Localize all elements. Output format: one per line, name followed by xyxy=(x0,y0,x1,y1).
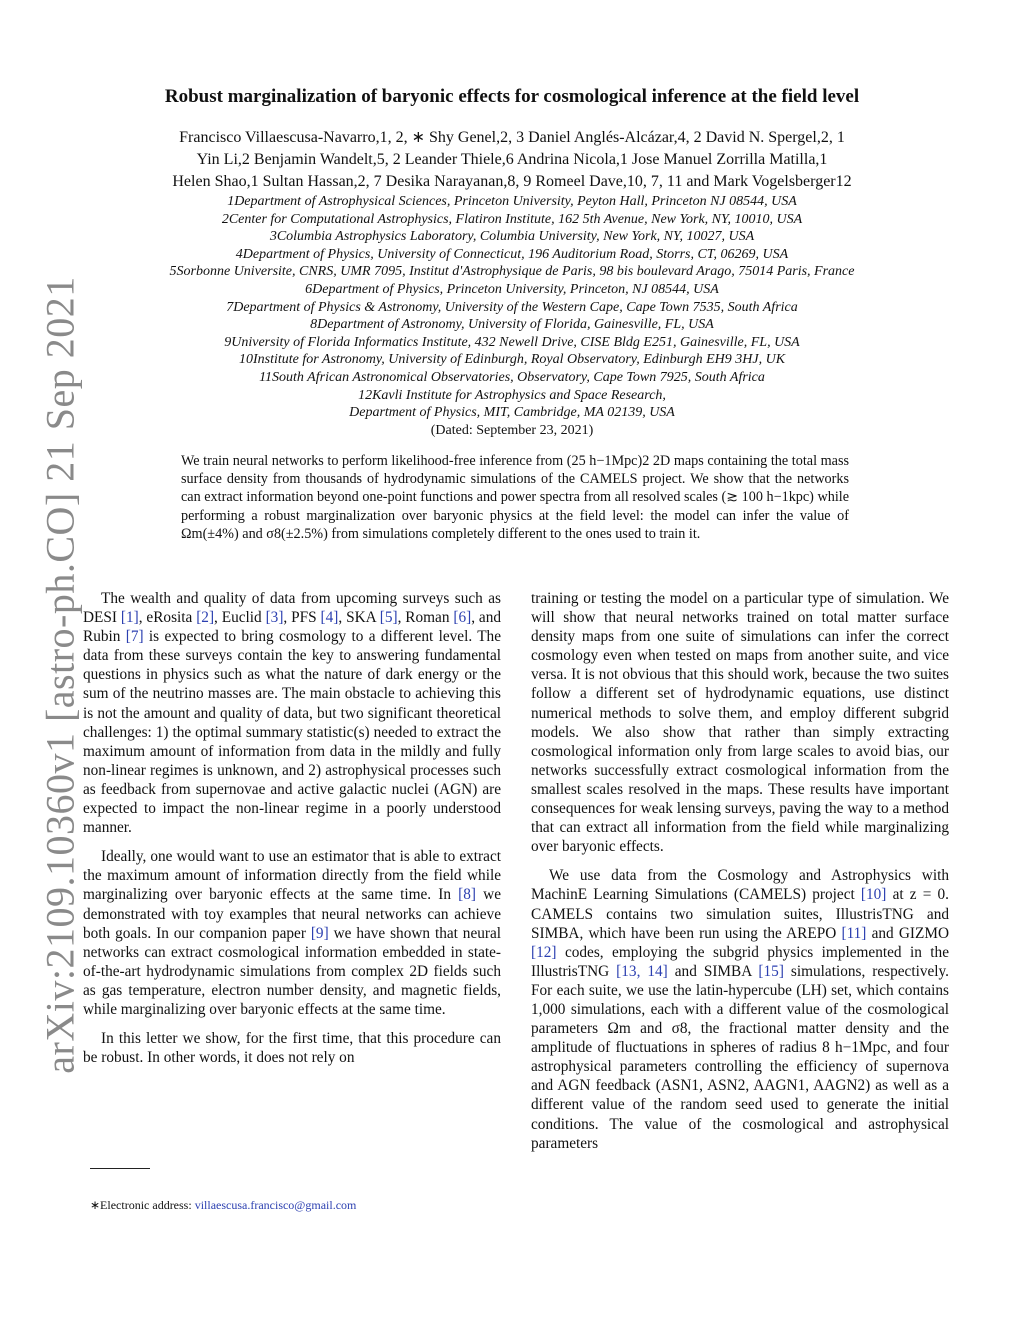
footnote xyxy=(90,1198,510,1213)
text-run: training or testing the model on a particular type of simulation. We will show that neural networks trained on total matter surface density maps from one suite of simulations can infer the correct cosmology even when tested on maps from another suite, and vice versa. It is not obvious that this should work, because the two suites follow a different set of hydrodynamic equations, use distinct numerical methods to solve them, and employ different subgrid models. We also show that rather than simply extracting cosmological information only from large scales to avoid bias, our networks successfully extract cosmological information from the smallest scales resolved in the maps. These results have important consequences for weak lensing surveys, paving the way to a method that can extract all information from the field while marginalizing over baryonic effects. xyxy=(531,590,949,856)
text-run: we have shown that neural networks can extract cosmological information embedded in state-of-the-art hydrodynamic simulations from complex 2D fields such as gas temperature, electron number density, and magnetic fields, while marginalizing over baryonic effects at the same time. xyxy=(83,924,502,1018)
text-run: simulations, respectively. For each suite, we use the latin-hypercube (LH) set, which contains 1,000 simulations, each with a different value of the cosmological parameters Ωm and σ8, the fractional matter density and the amplitude of fluctuations in spheres of radius 8 h−1Mpc, and four astrophysical parameters controlling the efficiency of supernova and AGN feedback (ASN1, ASN2, AAGN1, AAGN2) as well as a different value of the random seed used to generate the initial conditions. The value of the cosmological and astrophysical parameters xyxy=(531,962,949,1152)
text-run: and GIZMO xyxy=(866,924,949,942)
author-list xyxy=(60,127,964,193)
affiliation-line: 11South African Astronomical Observatories, Observatory, Cape Town 7925, South Africa xyxy=(259,369,765,385)
affiliation-line: 7Department of Physics & Astronomy, University of the Western Cape, Cape Town 7535, South Africa xyxy=(226,299,798,315)
text-run: is expected to bring cosmology to a different level. The data from these surveys contain the key to answering fundamental questions in physics such as what the nature of dark energy or the sum of the neutrino masses are. The main obstacle to achieving this is not the amount and quality of data, but two significant theoretical challenges: 1) the optimal summary statistic(s) needed to extract the maximum amount of information from data in the mildly and fully non-linear regimes is unknown, and 2) astrophysical processes such as feedback from supernovae and active galactic nuclei (AGN) are expected to impact the non-linear regime in a poorly understood manner. xyxy=(83,628,501,837)
text-run: We use data from the Cosmology and Astrophysics with MachinE Learning Simulations (CAMELS) project xyxy=(531,867,949,904)
citation-link[interactable]: [15] xyxy=(758,962,784,980)
paragraph xyxy=(83,847,501,1019)
affiliation-line: 9University of Florida Informatics Institute, 432 Newell Drive, CISE Bldg E251, Gainesville, FL, USA xyxy=(224,334,800,350)
paragraph xyxy=(83,589,501,837)
right-column xyxy=(531,589,949,1163)
affiliation-line: 1Department of Astrophysical Sciences, Princeton University, Peyton Hall, Princeton NJ 08544, USA xyxy=(227,194,797,209)
author-line: Yin Li,2 Benjamin Wandelt,5, 2 Leander Thiele,6 Andrina Nicola,1 Jose Manuel Zorrilla Matilla,1 xyxy=(196,151,828,168)
email-link[interactable]: villaescusa.francisco@gmail.com xyxy=(194,1198,357,1212)
left-column xyxy=(83,589,501,1077)
affiliation-line: 6Department of Physics, Princeton University, Princeton, NJ 08544, USA xyxy=(305,281,719,297)
affiliation-line: 10Institute for Astronomy, University of Edinburgh, Royal Observatory, Edinburgh EH9 3HJ, UK xyxy=(238,352,786,368)
paragraph xyxy=(531,866,949,1152)
text-run: we demonstrated with toy examples that neural networks can achieve both goals. In our companion paper xyxy=(83,886,501,942)
affiliation-list xyxy=(80,193,944,439)
text-run: In this letter we show, for the first time, that this procedure can be robust. In other words, it does not rely on xyxy=(83,1030,501,1067)
arxiv-identifier[interactable] xyxy=(37,276,83,1074)
arxiv-identifier-text: arXiv:2109.10360v1 [astro-ph.CO] 21 Sep 2021 xyxy=(37,276,83,1074)
text-run: , Roman xyxy=(397,609,454,627)
citation-link[interactable]: [12] xyxy=(531,943,557,961)
text-run: The wealth and quality of data from upcoming surveys such as DESI xyxy=(83,590,501,627)
text-run: Ideally, one would want to use an estimator that is able to extract the maximum amount of information directly from the field while marginalizing over baryonic effects at the same time. In xyxy=(83,848,501,904)
footnote-rule xyxy=(90,1168,150,1169)
citation-link[interactable]: [7] xyxy=(125,628,144,646)
text-run: , PFS xyxy=(283,609,321,627)
text-run: , eRosita xyxy=(138,609,197,627)
affiliation-line: 4Department of Physics, University of Connecticut, 196 Auditorium Road, Storrs, CT, 06269, USA xyxy=(235,246,789,262)
citation-link[interactable]: [11] xyxy=(841,924,867,942)
text-run: , SKA xyxy=(338,609,380,627)
affiliation-line: 12Kavli Institute for Astrophysics and Space Research, xyxy=(358,387,666,403)
paragraph xyxy=(531,589,949,856)
citation-link[interactable]: [10] xyxy=(860,886,887,904)
affiliation-line: 8Department of Astronomy, University of Florida, Gainesville, FL, USA xyxy=(310,317,714,333)
citation-link[interactable]: [4] xyxy=(320,609,339,627)
affiliation-line: 3Columbia Astrophysics Laboratory, Columbia University, New York, NY, 10027, USA xyxy=(269,229,755,245)
text-run: codes, employing the subgrid physics implemented in the IllustrisTNG xyxy=(531,943,949,980)
citation-link[interactable]: [5] xyxy=(379,609,398,627)
citation-link[interactable]: [1] xyxy=(120,609,139,627)
paper-title: Robust marginalization of baryonic effects for cosmological inference at the field level xyxy=(164,86,860,107)
citation-link[interactable]: [2] xyxy=(196,609,215,627)
text-run: , and Rubin xyxy=(83,609,502,646)
affiliation-line: 2Center for Computational Astrophysics, Flatiron Institute, 162 5th Avenue, New York, NY, 10010, USA xyxy=(221,211,803,227)
text-run: and SIMBA xyxy=(667,962,759,980)
dated-line: (Dated: September 23, 2021) xyxy=(430,422,594,438)
citation-link[interactable]: [6] xyxy=(453,609,472,627)
paragraph xyxy=(83,1029,501,1067)
author-line: Francisco Villaescusa-Navarro,1, 2, ∗ Shy Genel,2, 3 Daniel Anglés-Alcázar,4, 2 David N. Spergel,2, 1 xyxy=(179,129,845,146)
citation-link[interactable]: [13, 14] xyxy=(616,962,668,980)
footnote-label: ∗Electronic address: xyxy=(90,1198,195,1212)
citation-link[interactable]: [3] xyxy=(265,609,284,627)
citation-link[interactable]: [9] xyxy=(310,924,329,942)
text-run: , Euclid xyxy=(214,609,266,627)
affiliation-line: 5Sorbonne Universite, CNRS, UMR 7095, Institut d'Astrophysique de Paris, 98 bis boulevard Arago, 75014 Paris, France xyxy=(169,264,855,280)
abstract: We train neural networks to perform likelihood-free inference from (25 h−1Mpc)2 2D maps containing the total mass surface density from thousands of hydrodynamic simulations of the CAMELS project. We show that the networks can extract information beyond one-point functions and power spectra from all resolved scales (≳ 100 h−1kpc) while performing a robust marginalization over baryonic physics at the field level: the model can infer the value of Ωm(±4%) and σ8(±2.5%) from simulations completely different to the ones used to train it. xyxy=(181,453,849,542)
affiliation-line: Department of Physics, MIT, Cambridge, MA 02139, USA xyxy=(349,405,675,421)
author-line: Helen Shao,1 Sultan Hassan,2, 7 Desika Narayanan,8, 9 Romeel Dave,10, 7, 11 and Mark Vogelsberger12 xyxy=(172,173,852,190)
citation-link[interactable]: [8] xyxy=(458,886,476,904)
text-run: at z = 0. CAMELS contains two simulation suites, IllustrisTNG and SIMBA, which have been run using the AREPO xyxy=(531,886,949,942)
